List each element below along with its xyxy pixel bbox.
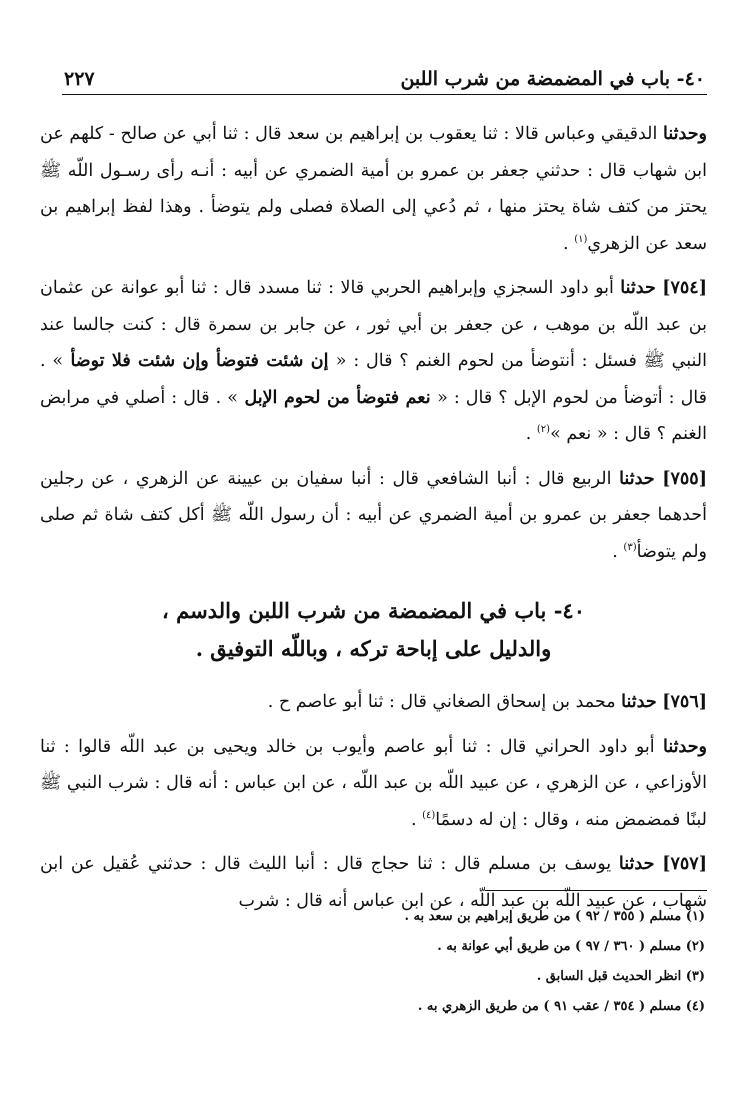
footnote-ref: (٤) — [422, 809, 436, 821]
hadith-paragraph-755: [٧٥٥] حدثنا الربيع قال : أنبا الشافعي قال : أنبا سفيان بن عيينة عن الزهري ، عن رجلين أحدهما جعفر بن عمرو بن أمية الضمري عن أبيه : أن رسول اللّه ﷺ أكل كتف شاة ثم صلى ولم يتوضأ$^{(٣)}$ . — [40, 468, 707, 562]
chapter-heading-line-2: والدليل على إباحة تركه ، وباللّه التوفيق . — [195, 636, 552, 661]
hadith-paragraph-754: [٧٥٤] حدثنا أبو داود السجزي وإبراهيم الحربي قالا : ثنا مسدد قال : ثنا أبو عوانة عن عثمان بن عبد اللّه بن موهب ، عن جعفر بن أبي ثور ، عن جابر بن سمرة قال : كنت جالسا عند النبي ﷺ فسئل : أنتوضأ من لحوم الغنم ؟ قال : « إن شئت فتوضأ وإن شئت فلا توضأ » . قال : أتوضأ من لحوم الإبل ؟ قال : « نعم فتوضأ من لحوم الإبل » . قال : أصلي في مرابض الغنم ؟ قال : « نعم »$^{(٢)}$ . — [40, 278, 707, 444]
footnote-ref: (١) — [574, 233, 588, 245]
footnote: (٢) مسلم ( ٣٦٠ / ٩٧ ) من طريق أبي عوانة به . — [437, 939, 705, 954]
footnote: (٤) مسلم ( ٣٥٤ / عقب ٩١ ) من طريق الزهري به . — [417, 999, 705, 1014]
hadith-number: [٧٥٤] — [662, 278, 707, 298]
hadith-number: [٧٥٦] — [662, 692, 707, 712]
main-text — [40, 116, 707, 927]
hadith-paragraph: وحدثنا أبو داود الحراني قال : ثنا أبو عاصم وأيوب بن خالد ويحيى بن عبد اللّه قالوا : ثنا الأوزاعي ، عن الزهري ، عن عبيد اللّه بن عبد اللّه ، عن ابن عباس : أنه قال : شرب النبي ﷺ لبنًا فمضمض منه ، وقال : إن له دسمًا$^{(٤)}$ . — [40, 736, 707, 830]
footnote-ref: (٣) — [623, 541, 637, 553]
hadith-number: [٧٥٥] — [662, 468, 707, 489]
chapter-heading-line-1: ٤٠- باب في المضمضة من شرب اللبن والدسم ، — [162, 598, 585, 623]
chapter-running-title: ٤٠- باب في المضمضة من شرب اللبن — [400, 68, 705, 90]
running-header — [64, 58, 705, 90]
hadith-paragraph-756: [٧٥٦] حدثنا محمد بن إسحاق الصغاني قال : ثنا أبو عاصم ح . — [267, 692, 707, 712]
hadith-paragraph: وحدثنا الدقيقي وعباس قالا : ثنا يعقوب بن إبراهيم بن سعد قال : ثنا أبي عن صالح - كلهم عن ابن شهاب قال : حدثني جعفر بن عمرو بن أمية الضمري عن أبيه : أنـه رأى رسـول اللّه ﷺ يحتز من كتف شاة يحتز منها ، ثم دُعي إلى الصلاة فصلى ولم يتوضأ . وهذا لفظ إبراهيم بن سعد عن الزهري$^{(١)}$ . — [40, 124, 707, 254]
page-number: ٢٢٧ — [64, 68, 95, 90]
footnote: (١) مسلم ( ٣٥٥ / ٩٢ ) من طريق إبراهيم بن سعد به . — [404, 909, 705, 924]
chapter-heading — [40, 592, 707, 668]
hadith-paragraph-757: [٧٥٧] حدثنا يوسف بن مسلم قال : ثنا حجاج قال : أنبا الليث قال : حدثني عُقيل عن ابن شهاب ، عن عبيد اللّه بن عبد اللّه ، عن ابن عباس أنه قال : شرب — [40, 854, 707, 911]
footnote-ref: (٢) — [536, 424, 551, 436]
hadith-number: [٧٥٧] — [662, 854, 707, 874]
footnotes — [300, 902, 705, 1022]
footnote-rule — [485, 890, 707, 891]
header-rule — [62, 94, 707, 95]
footnote: (٣) انظر الحديث قبل السابق . — [536, 969, 705, 984]
